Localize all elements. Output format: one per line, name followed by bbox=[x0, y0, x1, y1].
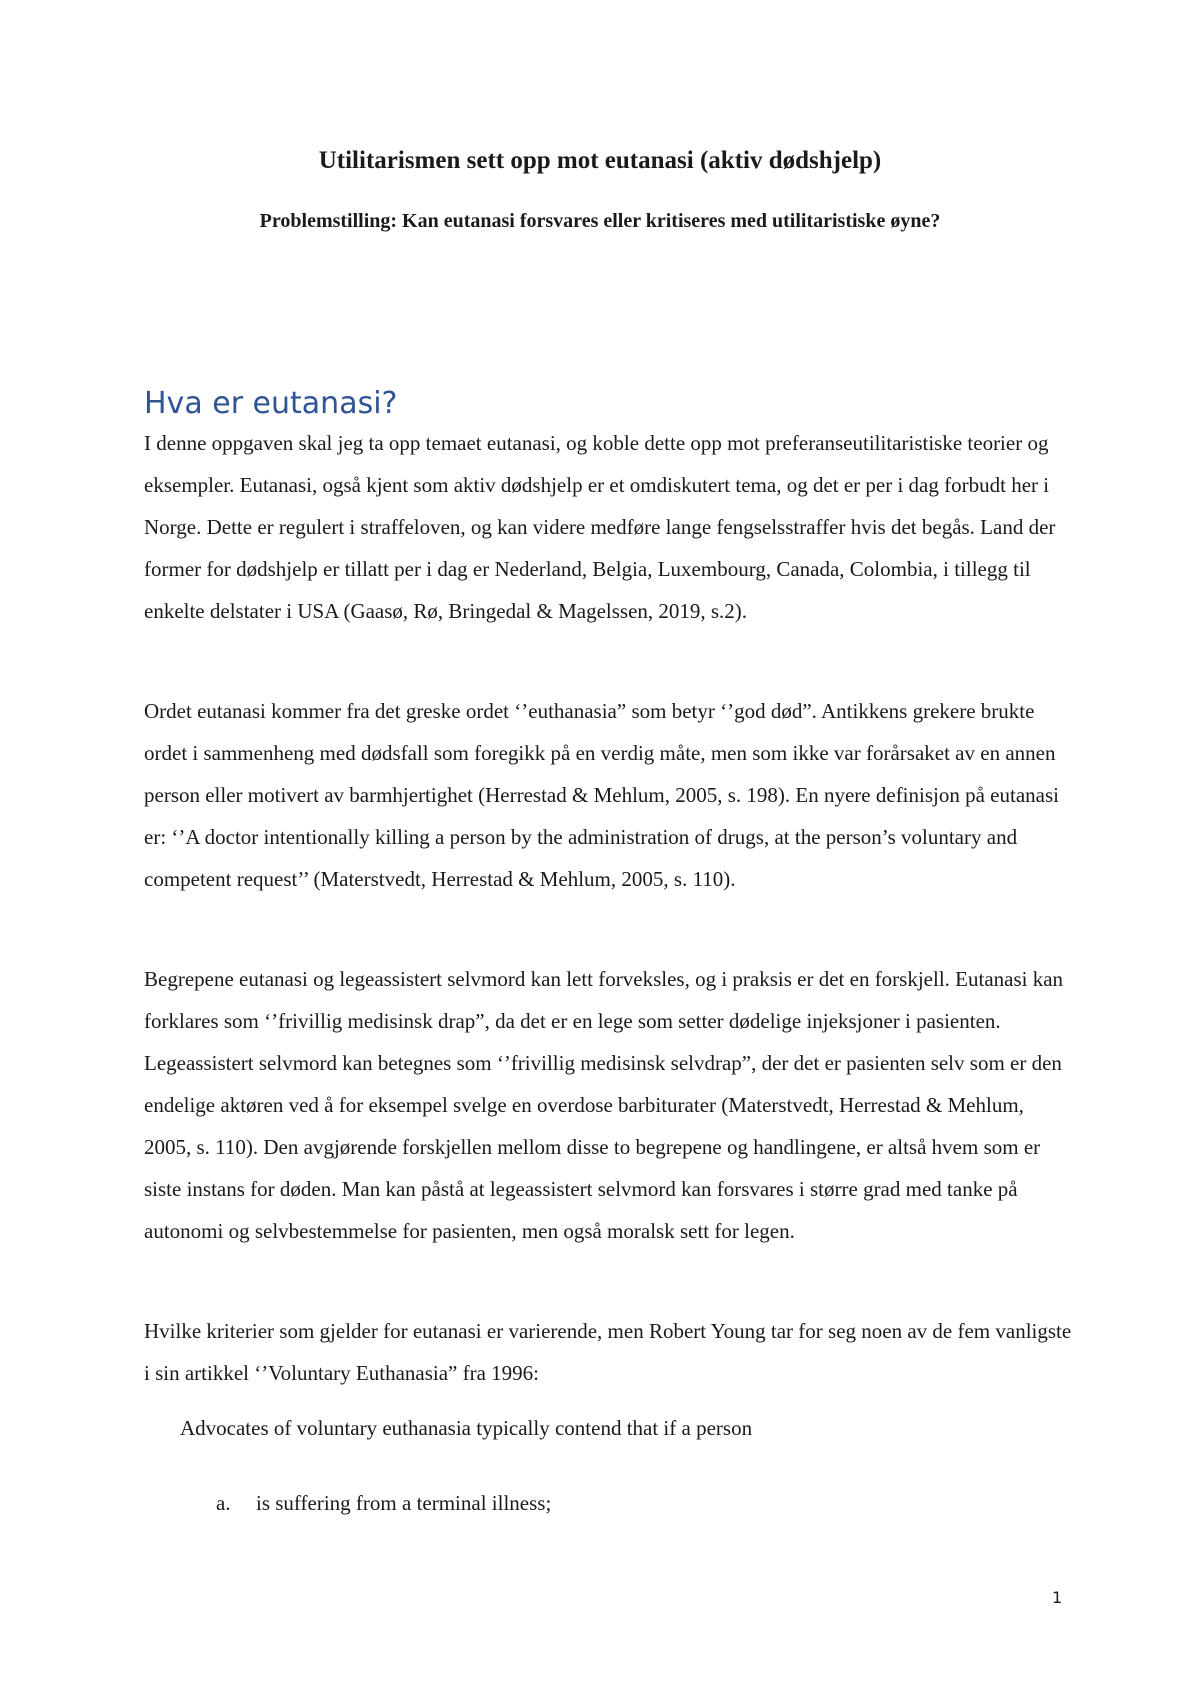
document-title: Utilitarismen sett opp mot eutanasi (aktiv dødshjelp) bbox=[318, 147, 882, 174]
problem-statement: Problemstilling: Kan eutanasi forsvares eller kritiseres med utilitaristiske øyne? bbox=[259, 210, 941, 232]
list-item bbox=[216, 1488, 551, 1518]
page-number: 1 bbox=[1052, 1588, 1063, 1607]
paragraph-1: I denne oppgaven skal jeg ta opp temaet eutanasi, og koble dette opp mot preferanseutilitaristiske teorier og eksempler. Eutanasi, også kjent som aktiv dødshjelp er et omdiskutert tema, og det er per i dag forbudt her i Norge. Dette er regulert i straffeloven, og kan videre medføre lange fengselsstraffer hvis det begås. Land der former for dødshjelp er tillatt per i dag er Nederland, Belgia, Luxembourg, Canada, Colombia, i tillegg til enkelte delstater i USA (Gaasø, Rø, Bringedal & Magelssen, 2019, s.2). bbox=[144, 431, 1056, 623]
paragraph-3: Begrepene eutanasi og legeassistert selvmord kan lett forveksles, og i praksis er det en forskjell. Eutanasi kan forklares som ‘’frivillig medisinsk drap”, da det er en lege som setter dødelige injeksjoner i pasienten. Legeassistert selvmord kan betegnes som ‘’frivillig medisinsk selvdrap”, der det er pasienten selv som er den endelige aktøren ved å for eksempel svelge en overdose barbiturater (Materstvedt, Herrestad & Mehlum, 2005, s. 110). Den avgjørende forskjellen mellom disse to begrepene og handlingene, er altså hvem som er siste instans for døden. Man kan påstå at legeassistert selvmord kan forsvares i større grad med tanke på autonomi og selvbestemmelse for pasienten, men også moralsk sett for legen. bbox=[144, 967, 1064, 1243]
paragraph-2: Ordet eutanasi kommer fra det greske ordet ‘’euthanasia” som betyr ‘’god død”. Antikkens grekere brukte ordet i sammenheng med dødsfall som foregikk på en verdig måte, men som ikke var forårsaket av en annen person eller motivert av barmhjertighet (Herrestad & Mehlum, 2005, s. 198). En nyere definisjon på eutanasi er: ‘’A doctor intentionally killing a person by the administration of drugs, at the person’s voluntary and competent request’’ (Materstvedt, Herrestad & Mehlum, 2005, s. 110). bbox=[144, 699, 1059, 891]
section-heading: Hva er eutanasi? bbox=[144, 386, 398, 421]
list-item-text: is suffering from a terminal illness; bbox=[256, 1491, 552, 1515]
list-marker: a. bbox=[216, 1491, 231, 1515]
block-quote-intro: Advocates of voluntary euthanasia typically contend that if a person bbox=[180, 1416, 753, 1440]
paragraph-4: Hvilke kriterier som gjelder for eutanasi er varierende, men Robert Young tar for seg noen av de fem vanligste i sin artikkel ‘’Voluntary Euthanasia” fra 1996: bbox=[144, 1319, 1072, 1385]
